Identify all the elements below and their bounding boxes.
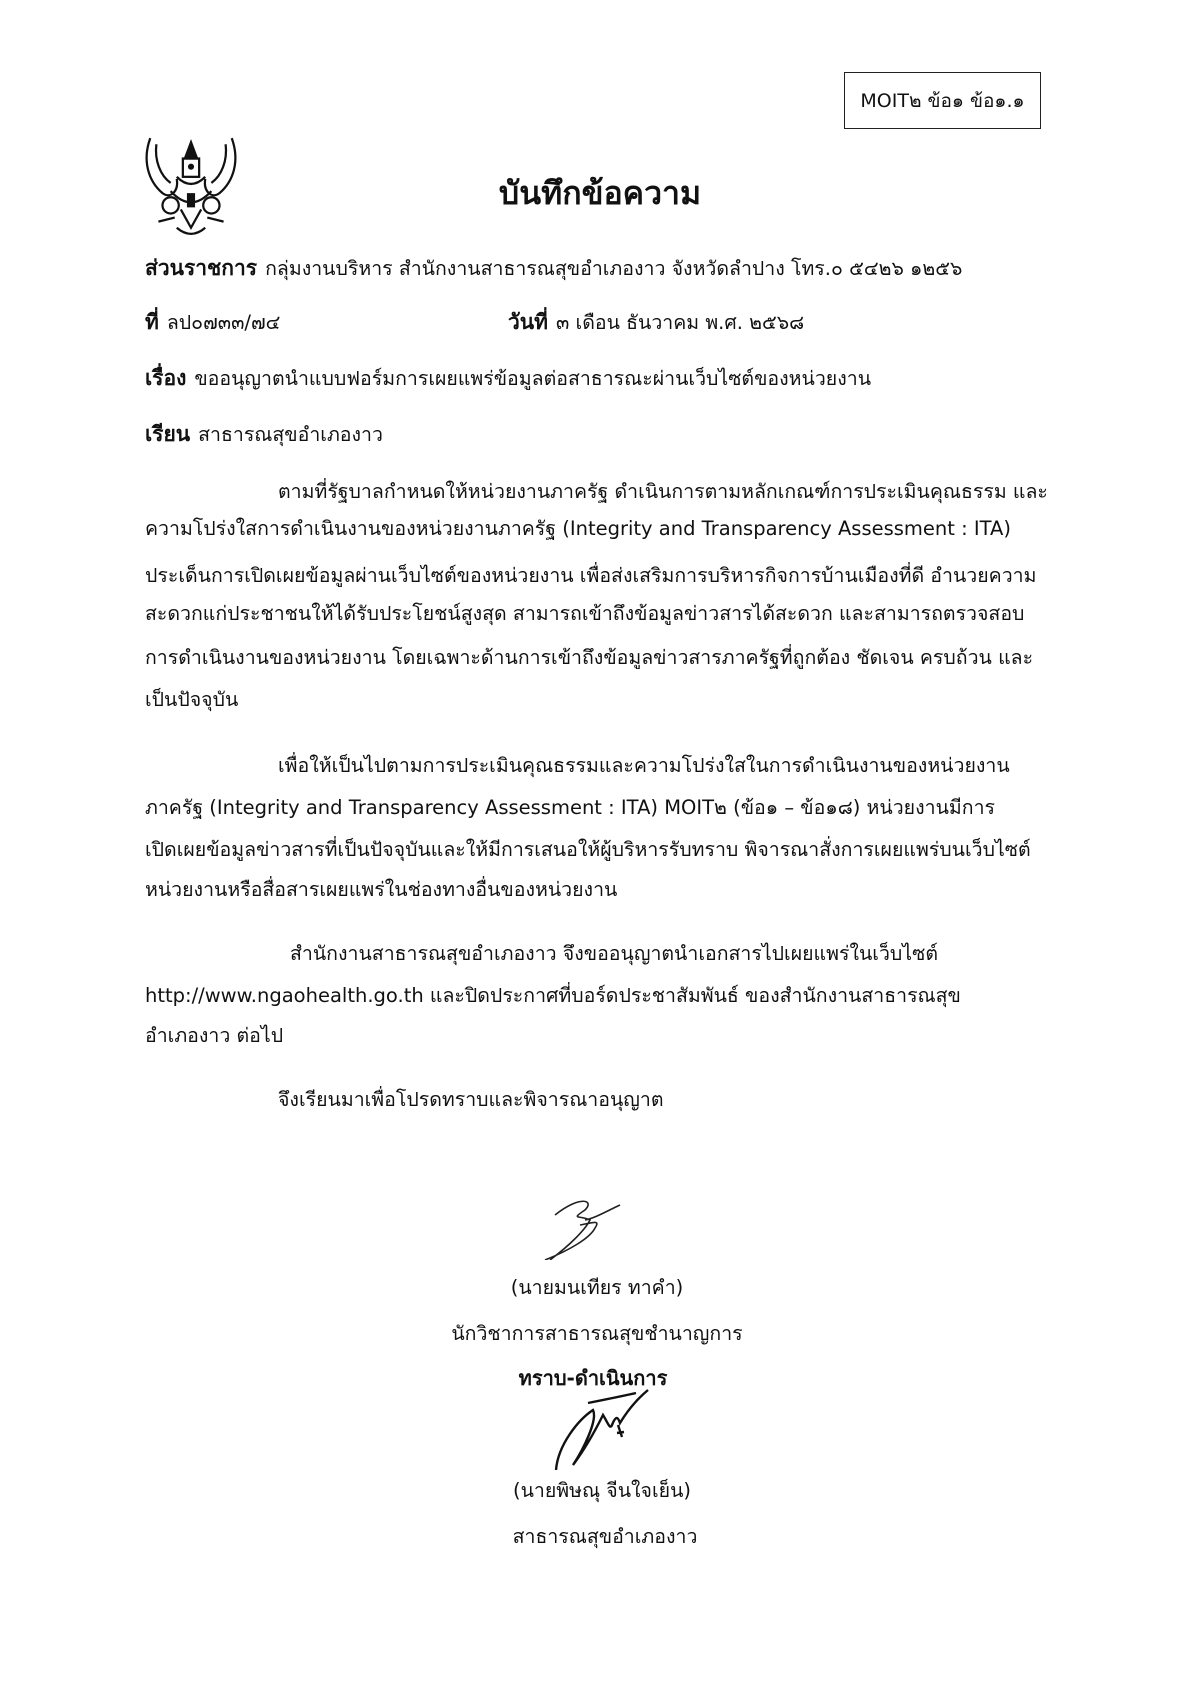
date-label: วันที่ — [508, 310, 548, 334]
signature-2-icon — [548, 1385, 658, 1470]
para2-line: ภาครัฐ (Integrity and Transparency Assessment : ITA) MOIT๒ (ข้อ๑ – ข้อ๑๘) หน่วยงานมีการ — [145, 796, 995, 819]
approver-position: สาธารณสุขอำเภองาว — [512, 1525, 698, 1548]
number-label: ที่ — [145, 310, 159, 334]
para1-line: ตามที่รัฐบาลกำหนดให้หน่วยงานภาครัฐ ดำเนินการตามหลักเกณฑ์การประเมินคุณธรรม และ — [278, 480, 1048, 503]
para1-line: การดำเนินงานของหน่วยงาน โดยเฉพาะด้านการเข้าถึงข้อมูลข่าวสารภาครัฐที่ถูกต้อง ชัดเจน ครบถ้วน และ — [145, 646, 1034, 669]
to-label: เรียน — [145, 422, 191, 446]
closing-line: จึงเรียนมาเพื่อโปรดทราบและพิจารณาอนุญาต — [278, 1088, 664, 1111]
subject-line — [145, 362, 871, 395]
para1-line: สะดวกแก่ประชาชนให้ได้รับประโยชน์สูงสุด สามารถเข้าถึงข้อมูลข่าวสารได้สะดวก และสามารถตรวจสอบ — [145, 602, 1025, 625]
para2-line: เพื่อให้เป็นไปตามการประเมินคุณธรรมและความโปร่งใสในการดำเนินงานของหน่วยงาน — [278, 754, 1010, 777]
para2-line: เปิดเผยข้อมูลข่าวสารที่เป็นปัจจุบันและให้มีการเสนอให้ผู้บริหารรับทราบ พิจารณาสั่งการเผยแพร่บนเว็บไซต์ — [145, 838, 1031, 861]
para3-line: สำนักงานสาธารณสุขอำเภองาว จึงขออนุญาตนำเอกสารไปเผยแพร่ในเว็บไซต์ — [290, 942, 938, 965]
reference-text: MOIT๒ ข้อ๑ ข้อ๑.๑ — [860, 89, 1025, 112]
number-line — [145, 306, 280, 339]
signatory-1-position: นักวิชาการสาธารณสุขชำนาญการ — [451, 1322, 743, 1345]
para1-line: ประเด็นการเปิดเผยข้อมูลผ่านเว็บไซต์ของหน่วยงาน เพื่อส่งเสริมการบริหารกิจการบ้านเมืองที่ดี อำนวยความ — [145, 564, 1037, 587]
approval-note: ทราบ-ดำเนินการ — [518, 1366, 668, 1390]
para2-line: หน่วยงานหรือสื่อสารเผยแพร่ในช่องทางอื่นของหน่วยงาน — [145, 878, 618, 901]
agency-line — [145, 252, 962, 285]
reference-box — [844, 72, 1041, 129]
subject-label: เรื่อง — [145, 366, 187, 390]
agency-value: กลุ่มงานบริหาร สำนักงานสาธารณสุขอำเภองาว จังหวัดลำปาง โทร.๐ ๕๔๒๖ ๑๒๕๖ — [265, 257, 963, 280]
signatory-1-name: (นายมนเทียร ทาคำ) — [510, 1276, 684, 1299]
approver-name: (นายพิษณุ จีนใจเย็น) — [512, 1479, 692, 1502]
to-line — [145, 418, 383, 451]
signature-1-icon — [540, 1190, 630, 1260]
para3-line: อำเภองาว ต่อไป — [145, 1024, 284, 1047]
agency-label: ส่วนราชการ — [145, 256, 258, 280]
date-line — [508, 306, 804, 339]
para3-line: http://www.ngaohealth.go.th และปิดประกาศที่บอร์ดประชาสัมพันธ์ ของสำนักงานสาธารณสุข — [145, 984, 961, 1007]
to-value: สาธารณสุขอำเภองาว — [198, 423, 383, 446]
date-value: ๓ เดือน ธันวาคม พ.ศ. ๒๕๖๘ — [556, 311, 805, 334]
para1-line: เป็นปัจจุบัน — [145, 688, 239, 711]
para1-line: ความโปร่งใสการดำเนินงานของหน่วยงานภาครัฐ (Integrity and Transparency Assessment : ITA) — [145, 517, 1011, 540]
memo-title: บันทึกข้อความ — [498, 174, 702, 212]
subject-value: ขออนุญาตนำแบบฟอร์มการเผยแพร่ข้อมูลต่อสาธารณะผ่านเว็บไซต์ของหน่วยงาน — [194, 367, 872, 390]
number-value: ลป๐๗๓๓/๗๔ — [166, 311, 281, 334]
